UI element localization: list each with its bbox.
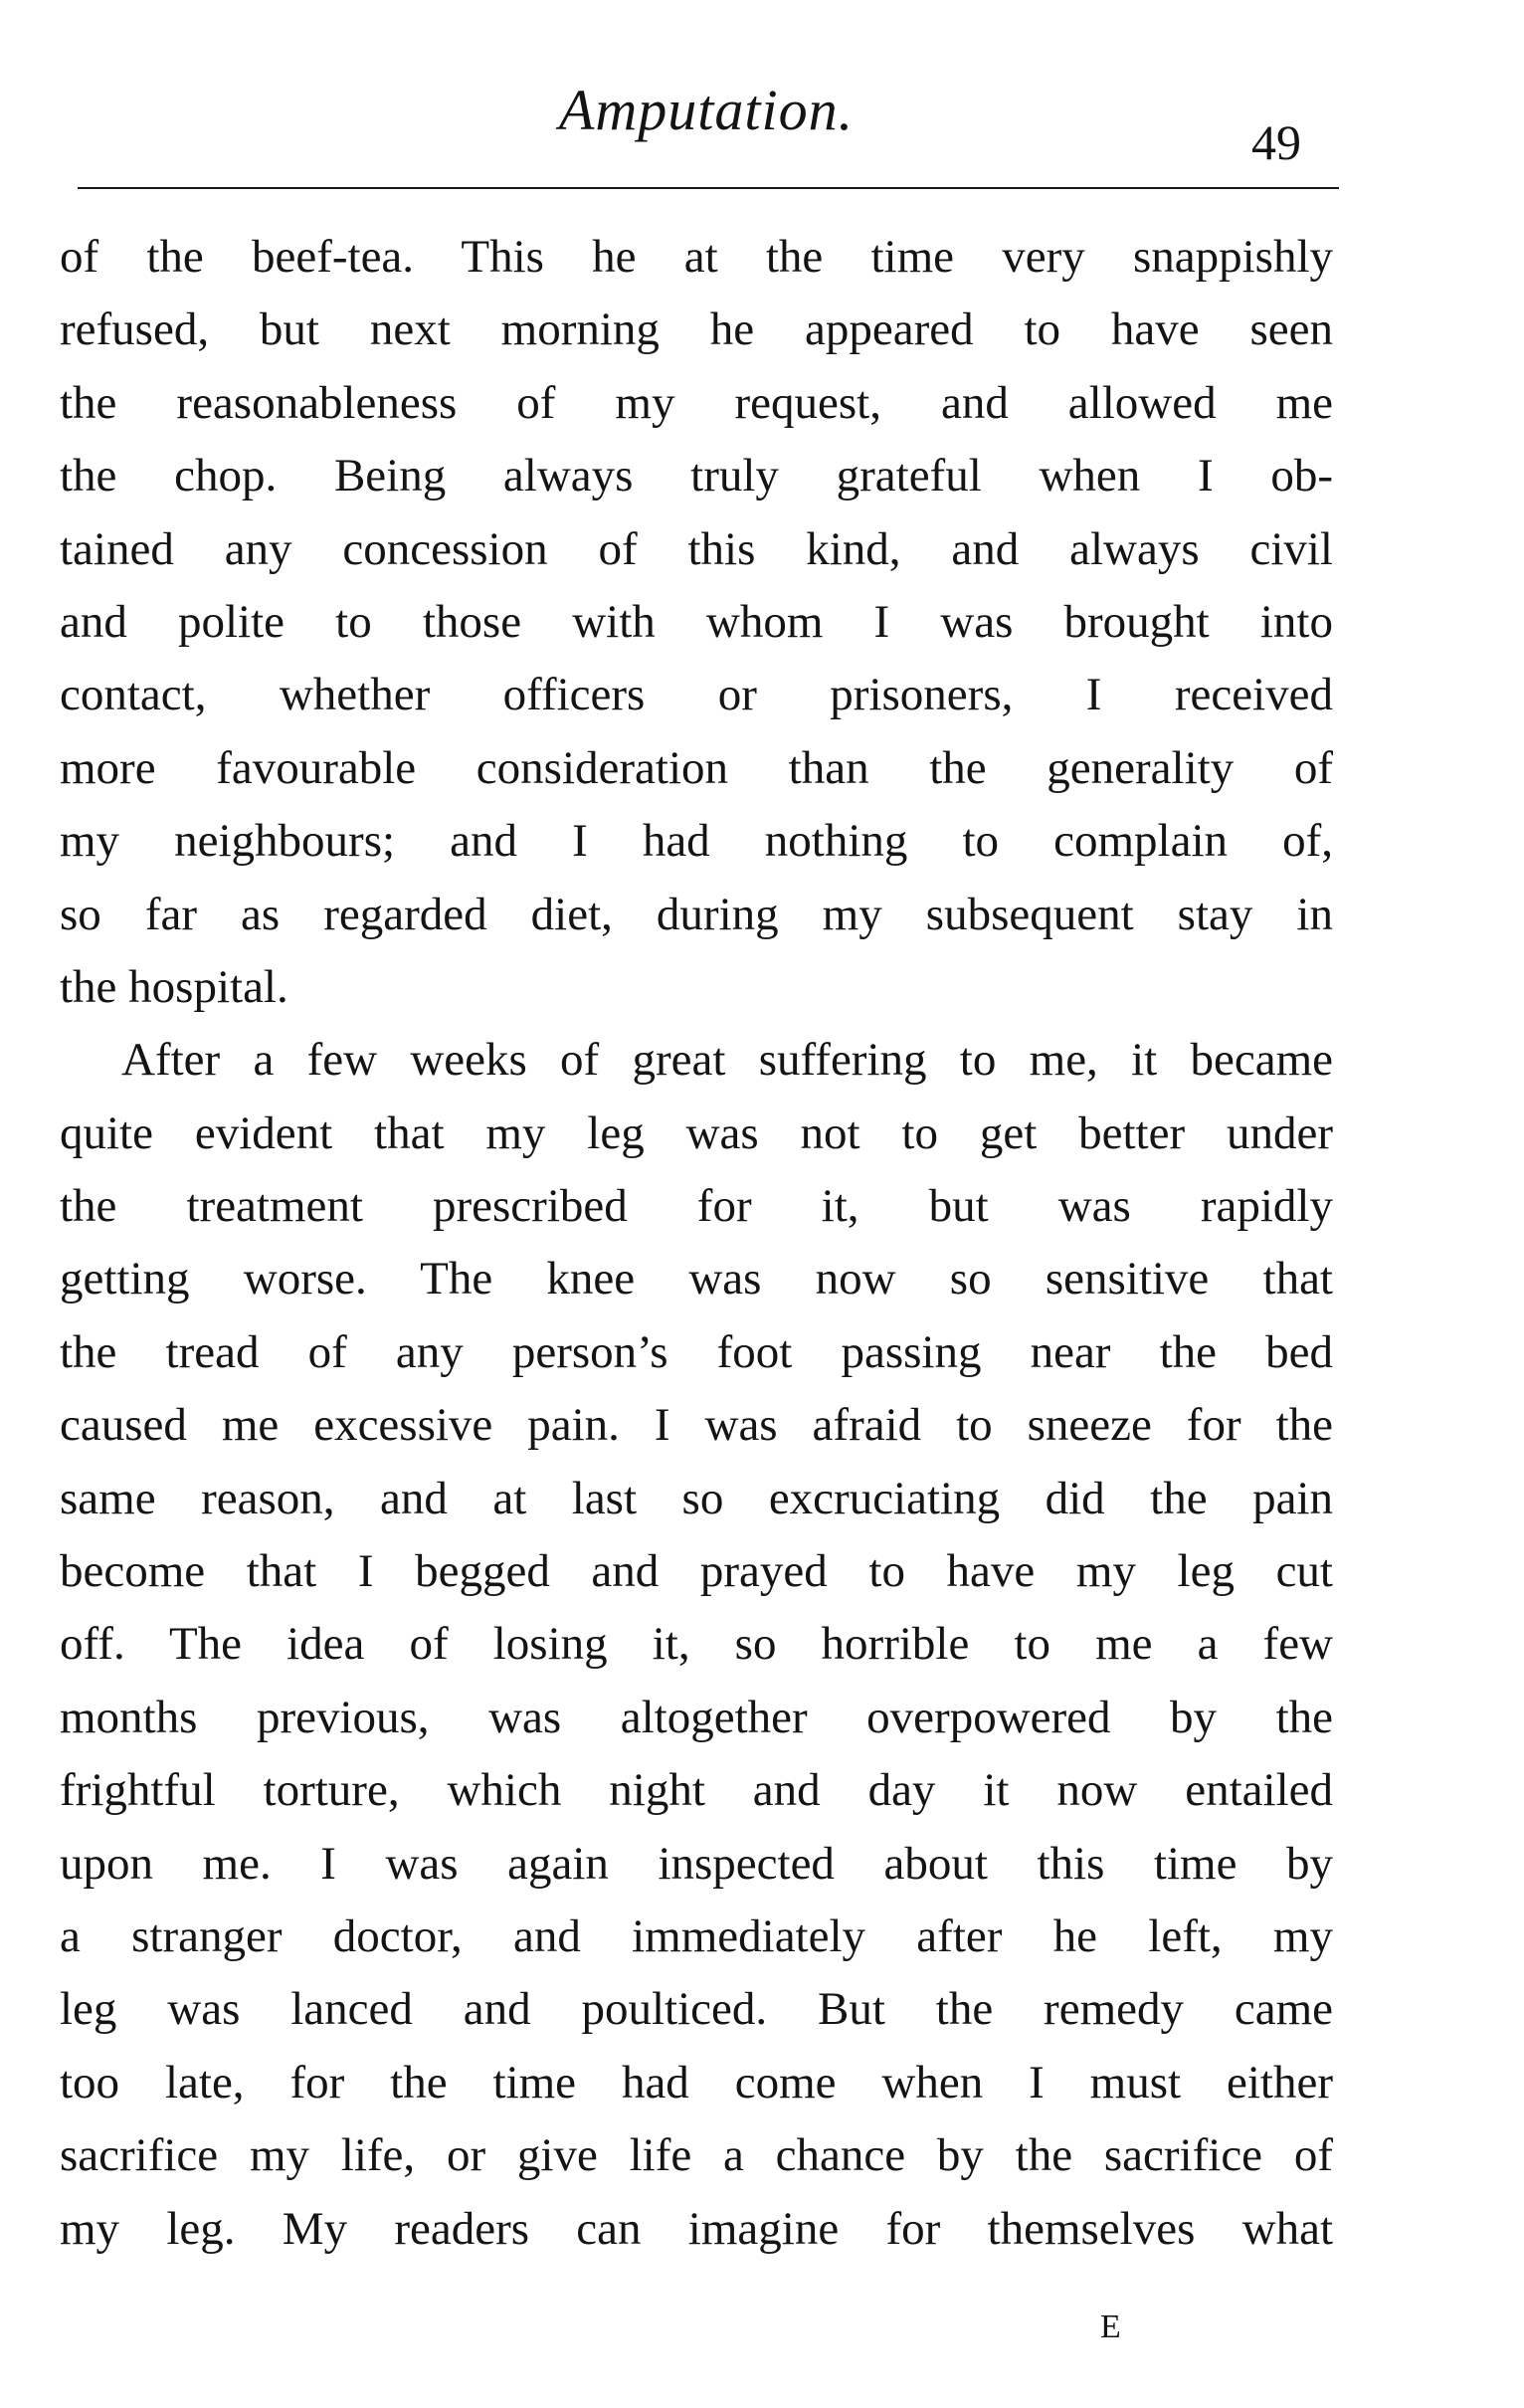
text-line: the reasonableness of my request, and allowed me xyxy=(60,376,1333,429)
page-number: 49 xyxy=(1251,114,1301,170)
text-line: off. The idea of losing it, so horrible to me a few xyxy=(60,1618,1333,1671)
text-line: the tread of any person’s foot passing near the bed xyxy=(60,1325,1333,1378)
text-line: leg was lanced and poulticed. But the remedy came xyxy=(60,1983,1333,2036)
text-line: and polite to those with whom I was brought into xyxy=(60,595,1333,648)
text-line: too late, for the time had come when I must either xyxy=(60,2056,1333,2108)
text-line: getting worse. The knee was now so sensitive that xyxy=(60,1253,1333,1305)
text-line: tained any concession of this kind, and always civil xyxy=(60,522,1333,575)
body-text xyxy=(60,221,1333,2266)
text-line: the chop. Being always truly grateful when I ob- xyxy=(60,450,1333,502)
text-line: become that I begged and prayed to have my leg cut xyxy=(60,1545,1333,1598)
text-line: more favourable consideration than the generality of xyxy=(60,741,1333,794)
text-line: of the beef-tea. This he at the time very snappishly xyxy=(60,231,1333,283)
text-line: contact, whether officers or prisoners, I received xyxy=(60,669,1333,721)
text-line: the treatment prescribed for it, but was rapidly xyxy=(60,1180,1333,1233)
text-line: so far as regarded diet, during my subsequent stay in xyxy=(60,888,1333,940)
paragraph-end-line: the hospital. xyxy=(60,960,288,1013)
text-line: frightful torture, which night and day it now entailed xyxy=(60,1764,1333,1817)
text-line: my neighbours; and I had nothing to complain of, xyxy=(60,815,1333,868)
signature-mark: E xyxy=(1100,2308,1121,2345)
header-rule xyxy=(78,187,1339,189)
text-line: months previous, was altogether overpowered by the xyxy=(60,1691,1333,1743)
text-line: same reason, and at last so excruciating did the pain xyxy=(60,1472,1333,1524)
text-line: refused, but next morning he appeared to have seen xyxy=(60,303,1333,356)
text-line: quite evident that my leg was not to get better under xyxy=(60,1106,1333,1159)
text-line: caused me excessive pain. I was afraid to sneeze for the xyxy=(60,1399,1333,1452)
text-line: a stranger doctor, and immediately after he left, my xyxy=(60,1909,1333,1962)
paragraph-first-line: After a few weeks of great suffering to me, it became xyxy=(121,1034,1333,1087)
text-line: sacrifice my life, or give life a chance by the sacrifice of xyxy=(60,2129,1333,2182)
text-line: my leg. My readers can imagine for themselves what xyxy=(60,2202,1333,2255)
text-line: upon me. I was again inspected about this time by xyxy=(60,1837,1333,1890)
running-title: Amputation. xyxy=(558,78,855,142)
